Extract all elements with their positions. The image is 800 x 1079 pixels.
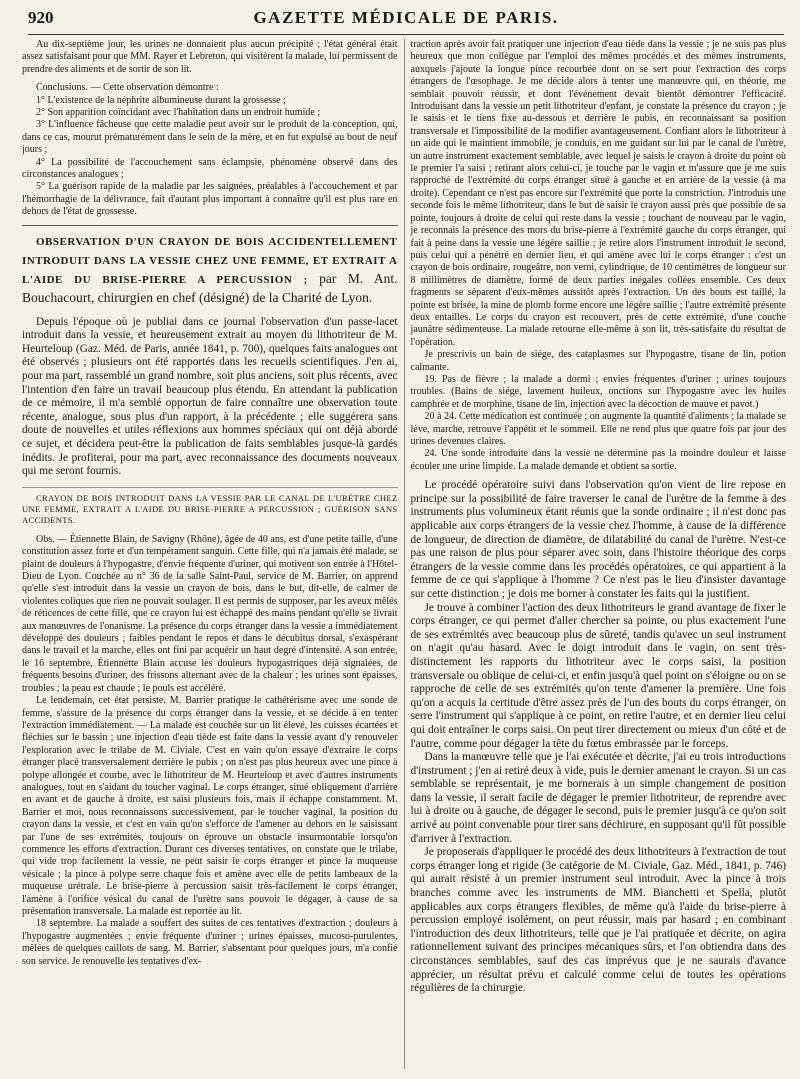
paragraph: 19. Pas de fièvre ; la malade a dormi ; envies fréquentes d'uriner ; urines toujours troubles. (Bains de siége, lavement huileux, onctions sur l'hypogastre avec les huiles camphrée et de morphine, tisane de lin, injection avec la décoction de mauve et pavot.) (410, 373, 786, 410)
right-column (404, 39, 787, 1069)
paragraph: Je prescrivis un bain de siége, des cataplasmes sur l'hypogastre, tisane de lin, potion calmante. (410, 349, 786, 373)
paragraph: Le procédé opératoire suivi dans l'observation qu'on vient de lire repose en principe sur la possibilité de faire traverser le canal de l'urètre de la femme à des instruments plus volumineux étant réunis que la sonde ordinaire ; il n'est donc pas applicable aux corps étrangers de la vessie chez l'homme, à cause de la différence de longueur, de direction de diamètre, de dilatabilité du canal de l'urètre. N'est-ce pas une raison de plus pour séparer avec soin, dans l'histoire théorique des corps étrangers de la vessie comme dans les procédés opératoires, ce qui appartient à la femme de ce qui s'applique à l'homme ? Ce n'est pas le lieu d'insister davantage sur cette distinction ; je dois me borner à constater les faits qui la justifient. (410, 479, 786, 600)
case-paragraph: 18 septembre. La malade a souffert des suites de ces tentatives d'extraction ; douleurs à l'hypogastre augmentées ; envie fréquente d'uriner ; urines épaisses, mucoso-purulentes, mêlées de quelques caillots de sang. M. Barrier, s'absentant pour quelques jours, m'a confié son service. Je renouvelle les tentatives d'ex- (22, 918, 398, 967)
observation-author: par M. Ant. Bouchacourt, chirurgien en chef (désigné) de la Charité de Lyon. (22, 270, 398, 305)
paragraph: Dans la manœuvre telle que je l'ai exécutée et décrite, j'ai eu trois introductions d'instrument ; j'en ai retiré deux à vide, puis le dernier amenant le crayon. Si un cas semblable se représentait, je me bornerais à un simple changement de position dans la vessie, il serait facile de dégager le premier lithotriteur, de reprendre avec lui à droite ou à gauche, de dégager le second, puis le premier jusqu'à ce qu'on soit arrivé au point convenable pour tirer sans déchirure, en supposant qu'il fût possible d'arriver à l'extraction. (410, 751, 786, 845)
journal-title: GAZETTE MÉDICALE DE PARIS. (253, 8, 559, 27)
left-column (22, 39, 404, 1069)
paragraph: 20 à 24. Cette médication est continuée ; on augmente la quantité d'aliments ; la malade se lève, marche, retrouve l'appétit et le sommeil. Elle ne rend plus que quatre fois par jour des urines devenues claires. (410, 411, 786, 447)
page-number: 920 (28, 8, 54, 27)
conclusion-item: 4° La possibilité de l'accouchement sans éclampsie, phénomène observé dans des circonstances analogues ; (22, 156, 398, 181)
conclusion-item: 3° L'influence fâcheuse que cette maladie peut avoir sur le produit de la conception, qui, dans ce cas, mourut prématurément dans le sein de la mère, et en fut expulsé au bout de neuf jours ; (22, 119, 398, 156)
conclusions-heading: Conclusions. — Cette observation démontre : (36, 82, 219, 94)
paragraph: traction après avoir fait pratiquer une injection d'eau tiède dans la vessie ; je ne suis pas plus heureux que mon collègue par l'emploi des mêmes procédés et des mêmes instruments, auxquels j'ajoute la longue pince recourbée dont on se sert pour l'extraction des corps étrangers de l'œsophage. Je me décide alors à tenter une manœuvre qui, en théorie, me semblait pouvoir réussir, et dont l'événement devait bientôt démontrer l'efficacité. Introduisant dans la vessie un petit lithotriteur d'enfant, je constate la présence du crayon ; je le saisis et le tiens fixe au-dessous et derrière le pubis, en reconnaissant sa position transversale et l'impossibilité de la modifier avantageusement. Confiant alors le lithotriteur à un aide qui le maintient immobile, je conduis, en me guidant sur lui par le canal de l'urètre, un autre instrument exactement semblable, avec lequel je saisis le crayon à droite du point où le premier l'a saisi ; retirant alors celui-ci, je touche par le vagin et m'assure que je me suis rapproché de l'extrémité du corps étranger situé à gauche et en arrière de la vessie (à ma droite). Cependant ce n'est pas encore sur l'extrémité que porte la constriction. J'introduis une seconde fois le même lithotriteur, dans le but de saisir le crayon aussi près que possible de sa pointe, toujours à droite de celui qui reste dans la vessie ; touchant de nouveau par le vagin, je reconnais la présence des mors du brise-pierre à l'extrémité gauche du corps étranger, qui fait à peine dans la vessie une légère saillie ; je retire alors l'instrument introduit le second, puis celui qui a pénétré en dernier lieu, et qui amène avec lui le corps étranger : c'est un crayon de bois ordinaire, rougeâtre, non verni, cylindrique, de 10 centimètres de longueur sur 8 millimètres de diamètre, formé de deux parties inégales collées ensemble. Ces deux fragments se séparent d'eux-mêmes aussitôt après l'extraction. Un des bouts est taillé, la pointe est brisée, la mine de plomb forme encore une légère saillie ; l'autre extrémité présente deux entailles. Le corps du crayon est recouvert, près de cette extrémité, d'une couche jaunâtre sédimenteuse. La malade retourne elle-même à son lit, très-satisfaite du résultat de l'opération. (410, 39, 786, 348)
case-paragraph: Le lendemain, cet état persiste. M. Barrier pratique le cathétérisme avec une sonde de femme, s'assure de la présence du corps étranger dans la vessie, et se décide à en tenter l'extraction immédiatement. — La malade est couchée sur un lit élevé, les cuisses écartées et fléchies sur le bassin ; une injection d'eau tiède est faite dans la vessie avant d'y renouveler l'exploration avec le trilabe de M. Civiale. C'est en vain qu'on essaye d'extraire le corps étranger placé transversalement derrière le pubis ; on n'est pas plus heureux avec une pince à polype allongée et courbe, avec le lithotriteur de M. Heurteloup et avec d'autres instruments analogues, tout en s'aidant du toucher vaginal. Le corps étranger, situé obliquement d'arrière en avant et de gauche à droite, est saisi plusieurs fois, mais il échappe constamment. M. Barrier et moi, nous reconnaissons successivement, par le toucher vaginal, la position du crayon dans la vessie, et c'est en vain qu'on s'efforce de l'amener au dehors en le saisissant par l'une de ses extrémités, toujours on éprouve un obstacle insurmontable lorsqu'on commence les efforts d'extraction. Durant ces diverses tentatives, on constate que le trilabe, qui vide trop facilement la vessie, ne peut saisir le corps étranger et pince la muqueuse vésicale ; la pince à polype serre chaque fois et amène avec elle de petits lambeaux de la muqueuse urétrale. Le brise-pierre à percussion saisit très-facilement le corps étranger, l'amène à l'orifice vésical du canal de l'urètre sans pouvoir le dégager, à cause de sa présentation transversale. La malade est reportée au lit. (22, 695, 398, 917)
paragraph: 24. Une sonde introduite dans la vessie ne détermine pas la moindre douleur et laisse écouler une urine limpide. La malade demande et obtient sa sortie. (410, 448, 786, 472)
case-subheading: CRAYON DE BOIS INTRODUIT DANS LA VESSIE PAR LE CANAL DE L'URÈTRE CHEZ UNE FEMME, EXTRAIT A L'AIDE DU BRISE-PIERRE A PERCUSSION ; GUÉRISON SANS ACCIDENTS. (22, 487, 398, 526)
article-columns (22, 39, 786, 1069)
conclusion-item: 2° Son apparition coïncidant avec l'habitation dans un endroit humide ; (36, 107, 321, 119)
page-header (28, 8, 784, 35)
conclusion-item: 1° L'existence de la néphrite albumineuse durant la grossesse ; (36, 94, 286, 106)
conclusion-item: 5° La guérison rapide de la maladie par les saignées, préalables à l'accouchement et par l'hémorrhagie de la délivrance, fait d'autant plus important à connaître qu'il est plus rare en dehors de l'état de grossesse. (22, 181, 398, 218)
intro-paragraph: Depuis l'époque où je publiai dans ce journal l'observation d'un passe-lacet introduit dans la vessie, et heureusement extrait au moyen du lithotriteur de M. Heurteloup (Gaz. Méd. de Paris, année 1841, p. 700), quelques faits analogues ont été observés ; plusieurs ont été rapportés dans les recueils scientifiques. J'en ai, pour ma part, rassemblé un grand nombre, soit plus anciens, soit plus récents, avec l'intention d'en faire un travail beaucoup plus étendu. En attendant la publication de ce mémoire, il m'a semblé opportun de faire connaître une observation toute récente, analogue, sous plus d'un rapport, à la précédente ; elle suggérera sans doute de nouvelles et utiles réflexions aux hommes spéciaux qui ont déjà abordé ce sujet, et décidera peut-être la publication de faits semblables jusque-là gardés inédits. Je profiterai, pour ma part, avec reconnaissance des documents nouveaux qui me seront fournis. (22, 315, 398, 478)
paragraph: Je trouve à combiner l'action des deux lithotriteurs le grand avantage de fixer le corps étranger, ce qui permet d'aller chercher sa pointe, ou plus exactement l'une de ses extrémités avec beaucoup plus de sûreté, tandis qu'avec un seul instrument on n'agit qu'au hasard. Avec le doigt introduit dans le vagin, on sent très-distinctement les rapports du lithotriteur avec le corps saisi, la position transversale ou oblique de celui-ci, et enfin jusqu'à quel point on s'éloigne ou on se rapproche de celle de ses extrémités qu'on tente d'amener la première. Une fois qu'on a acquis la certitude d'être assez près de l'un des bouts du corps étranger, on serre l'instrument qui s'applique à ce point, on retire l'autre, et en dernier lieu celui qui doit entraîner le corps saisi. On peut tirer directement ou mieux d'un côté et de l'autre, comme pour dégager la tête du fœtus embrassée par le forceps. (410, 601, 786, 750)
paragraph: Je proposerais d'appliquer le procédé des deux lithotriteurs à l'extraction de tout corps étranger long et rigide (3e catégorie de M. Civiale, Gaz. Méd., 1841, p. 746) qui aurait résisté à un premier instrument seul introduit. Avec la pince à trois branches comme avec les instruments de MM. Bianchetti et Spella, plutôt applicables aux corps étrangers flexibles, de même qu'à l'aide du brise-pierre à percussion employé isolément, on peut réussir, mais par hasard ; en combinant l'introduction des deux lithotriteurs, telle que je l'ai pratiquée et décrite, on agira rationnellement suivant des principes mécaniques sûrs, et l'on obtiendra dans des circonstances semblables, sauf des cas imprévus que je ne saurais d'avance apprécier, un résultat prévu et calculé comme celui de toutes les opérations régulières de la chirurgie. (410, 846, 786, 995)
observation-title-caps: OBSERVATION D'UN CRAYON DE BOIS ACCIDENTELLEMENT INTRODUIT DANS LA VESSIE CHEZ UNE FEMME, ET EXTRAIT A L'AIDE DU BRISE-PIERRE A PERCUSSION ; (22, 235, 398, 286)
observation-title (22, 225, 398, 306)
paragraph: Au dix-septième jour, les urines ne donnaient plus aucun précipité ; l'état général était assez satisfaisant pour que MM. Rayer et Lebreton, qui visitèrent la malade, lui permissent de prendre des aliments et de sortir de son lit. (22, 39, 398, 75)
case-paragraph: Obs. — Étiennette Blain, de Savigny (Rhône), âgée de 40 ans, est d'une petite taille, d'une constitution assez forte et d'un tempérament sanguin. Cette fille, qui n'a jamais été malade, se plaint de douleurs à l'hypogastre, d'envie fréquente d'uriner, qui motivent son entrée à l'Hôtel-Dieu de Lyon. Couchée au n° 36 de la salle Saint-Paul, service de M. Barrier, on apprend qu'elle s'est introduit dans la vessie un crayon de bois, dans le but, dit-elle, de calmer de violentes coliques que rien ne pouvait soulager. Il est permis de supposer, par les aveux mêlés de réticences de cette fille, que ce crayon lui est échappé des mains pendant qu'elle se livrait aux manœuvres de l'onanisme. La présence du corps étranger dans la vessie a immédiatement développé des douleurs ; faibles pendant le repos et dans le décubitus dorsal, s'exaspérant dans le travail et la marche, elles ont fini par acquérir un haut degré d'intensité. A son entrée, le 16 septembre, Étiennette Blain accuse les douleurs hypogastriques déjà signalées, de fréquents besoins d'uriner, des frissons alternant avec de la chaleur ; les urines sont épaisses, troubles ; la peau est chaude ; le pouls est accéléré. (22, 533, 398, 694)
